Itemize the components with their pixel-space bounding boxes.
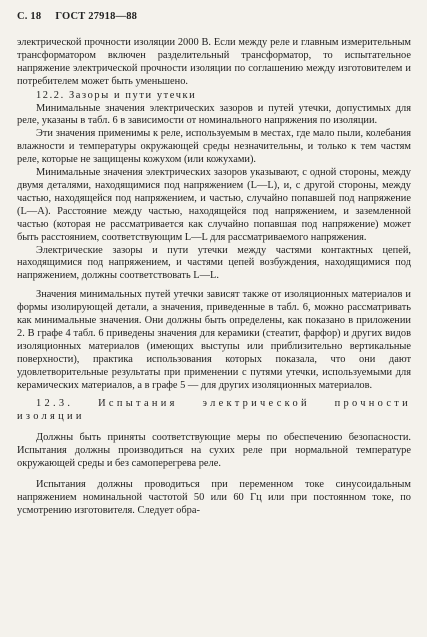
standard-number: ГОСТ 27918—88 <box>55 11 138 22</box>
section-12-3-heading: 12.3. Испытания электрической прочности изоляции <box>17 398 411 423</box>
paragraph-minimum-values: Минимальные значения электрических зазоров и путей утечки, допустимых для реле, указаны в табл. 6 в зависимости от номинального напряжения по изоляции. <box>17 102 411 127</box>
paragraph-dielectric-strength: электрической прочности изоляции 2000 В. Если между реле и главным измерительным трансформатором включен разделительный трансформатор, то испытательное напряжение электрической прочности изоляции по соглашению между изготовителем и потребителем может быть уменьшено. <box>17 37 411 87</box>
page-header <box>17 10 411 23</box>
paragraph-contact-circuits: Электрические зазоры и пути утечки между частями контактных цепей, находящимися под напряжением, и частями цепей возбуждения, находящимися под напряжением, должны соответствовать L—L. <box>17 244 411 282</box>
paragraph-test-voltage: Испытания должны проводиться при переменном токе синусоидальным напряжением номинальной частотой 50 или 60 Гц или при постоянном токе, по усмотрению изготовителя. Следует обра- <box>17 479 411 516</box>
section-12-2-heading: 12.2. Зазоры и пути утечки <box>36 89 197 101</box>
paragraph-safety-measures: Должны быть приняты соответствующие меры по обеспечению безопасности. Испытания должны производиться на сухих реле при нормальной температуре окружающей среды и без самоперегрева реле. <box>17 432 411 470</box>
paragraph-clearances: Минимальные значения электрических зазоров указывают, с одной стороны, между двумя деталями, находящимися под напряжением (L—L), и, с другой стороны, между частью, находящейся под напряжением, и частью, случайно попавшей под напряжение (L—A). Расстояние между частью, находящейся под напряжением, и заземленной частью (которая не рассматривается как случайно попавшая под напряжение) может быть расстоянием, соответствующим L—L для рассматриваемого напряжения. <box>17 167 411 243</box>
paragraph-creepage-materials: Значения минимальных путей утечки зависят также от изоляционных материалов и формы изолирующей детали, а значения, приведенные в табл. 6, можно рассматривать как минимальные значения. Они должны быть определены, как показано в приложении 2. В графе 4 табл. 6 приведены значения для керамики (стеатит, фарфор) и других видов изоляционных материалов (имеющих выступы или приблизительно вертикальные поверхности), практика использования которых показала, что они дают удовлетворительные результаты при применении с путями утечки, используемыми для керамических материалов, а в графе 5 — для других изоляционных материалов. <box>17 289 411 391</box>
page-number: С. 18 <box>17 11 42 22</box>
paragraph-applicability: Эти значения применимы к реле, используемым в местах, где мало пыли, колебания влажности и температуры окружающей среды незначительны, и только к тем частям реле, которые не защищены кожухом (или кожухами). <box>17 128 411 166</box>
